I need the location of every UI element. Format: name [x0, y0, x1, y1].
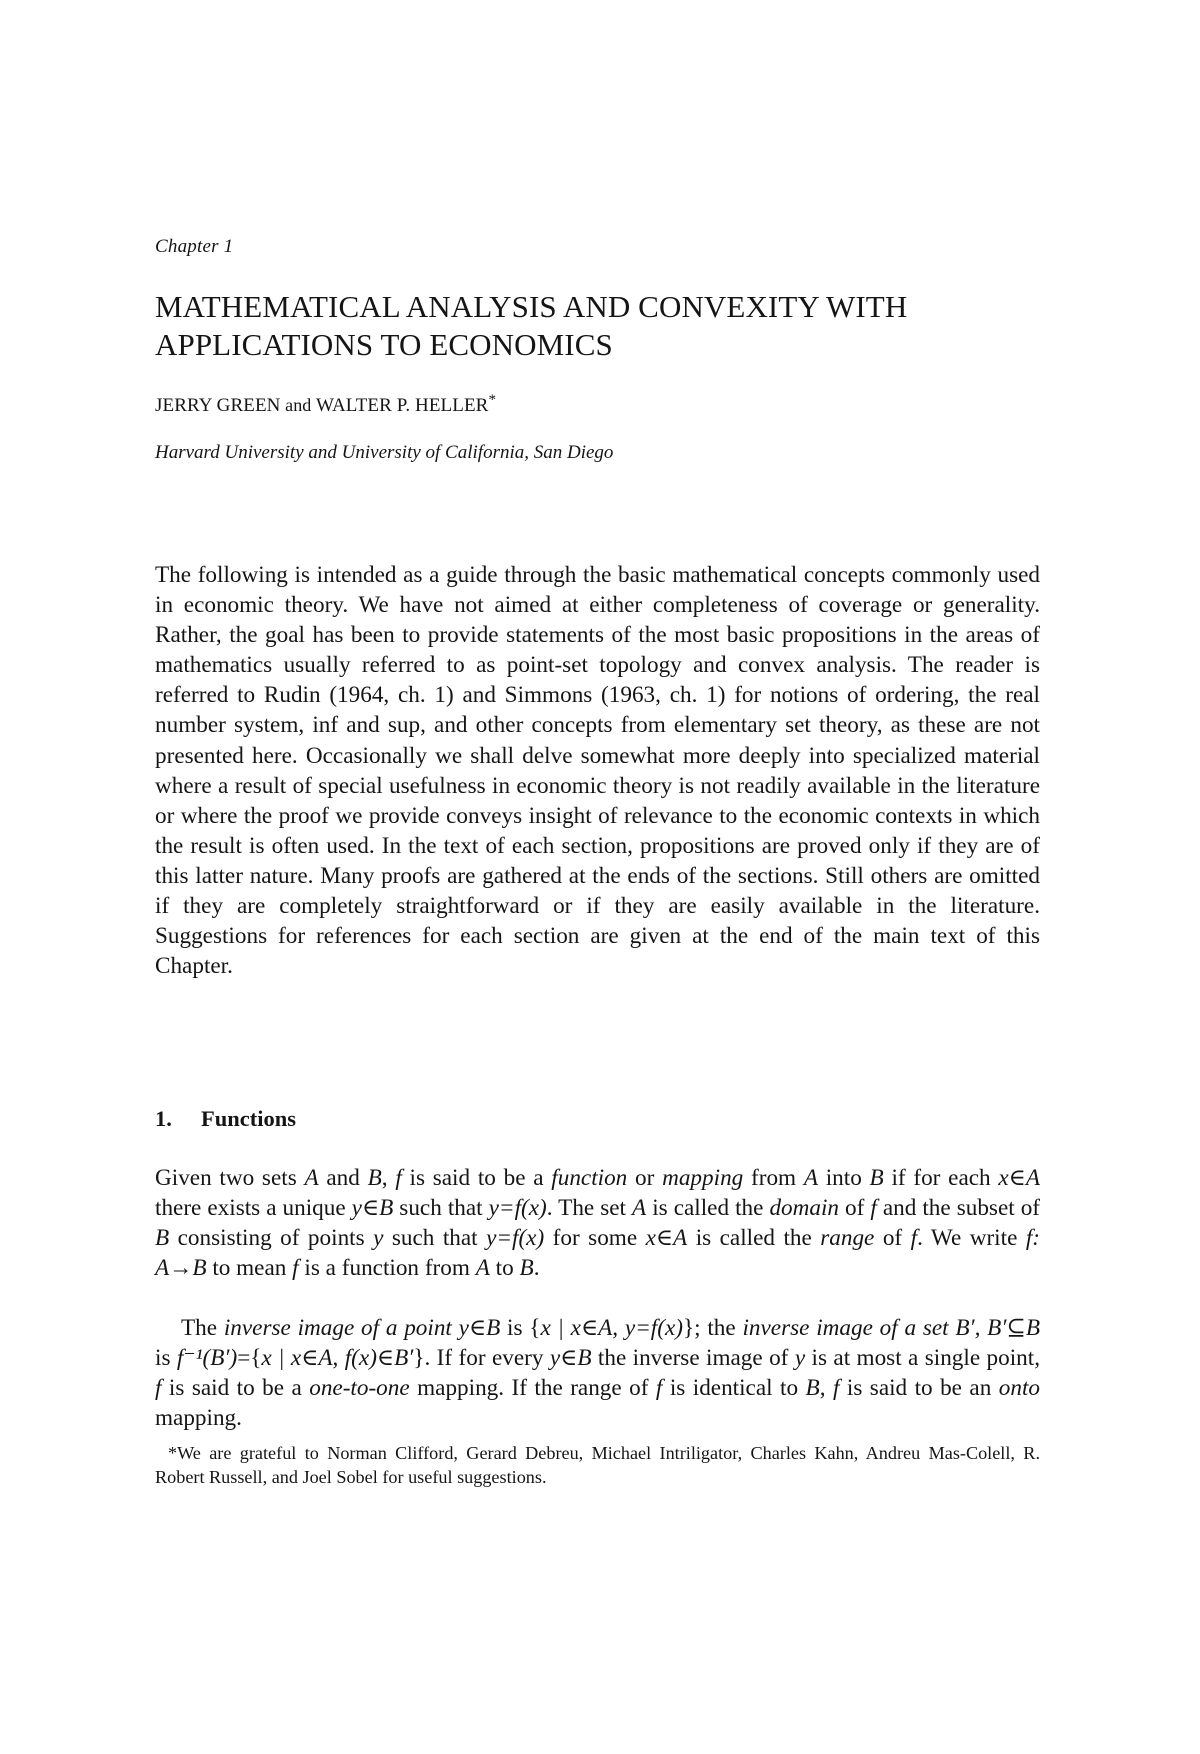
text-run: x | x∈A, y=f(x) [540, 1315, 683, 1341]
text-run: f [395, 1165, 402, 1191]
text-run: f [832, 1375, 840, 1402]
functions-paragraph-1 [155, 1163, 1040, 1283]
text-run: x | x∈A, f(x)∈B′ [261, 1345, 414, 1372]
text-run: A [632, 1195, 647, 1222]
text-run: }; the [682, 1315, 743, 1341]
text-run: x∈A [998, 1165, 1040, 1191]
section-number: 1. [155, 1106, 172, 1131]
text-run: y [794, 1345, 806, 1372]
term-range: range [820, 1225, 875, 1252]
text-run: is [155, 1345, 177, 1372]
section-heading [155, 1106, 1040, 1132]
text-run: . [533, 1255, 540, 1282]
text-run: y∈B [351, 1195, 394, 1222]
term-inverse-image-point: inverse image of a point [223, 1315, 452, 1341]
chapter-label: Chapter 1 [155, 236, 234, 257]
text-run: to [489, 1255, 520, 1282]
text-run: y=f(x) [488, 1195, 547, 1222]
text-run: is said to be a [161, 1375, 310, 1402]
text-run: such that [393, 1195, 489, 1222]
text-run: mapping. [155, 1405, 242, 1432]
functions-paragraph-2 [155, 1313, 1040, 1433]
text-run: and the subset of [876, 1195, 1041, 1222]
chapter-title [155, 288, 1040, 364]
text-run: f [870, 1195, 877, 1222]
text-run: y=f(x) [486, 1225, 545, 1252]
text-run: B′, B′⊆B [955, 1315, 1040, 1341]
text-run: is { [500, 1315, 541, 1341]
text-run: B [869, 1165, 884, 1191]
text-run: for some [544, 1225, 646, 1252]
title-line-2: APPLICATIONS TO ECONOMICS [155, 327, 613, 362]
text-run: the inverse image of [591, 1345, 795, 1372]
text-run: f: A→B [155, 1225, 1040, 1282]
text-run: into [817, 1165, 870, 1191]
term-onto: onto [998, 1375, 1041, 1402]
text-run: }. If for every [413, 1345, 550, 1372]
text-run: is a function from [298, 1255, 476, 1282]
text-run: y∈B [458, 1315, 501, 1341]
text-run: is said to be a [401, 1165, 552, 1191]
text-run: B [155, 1225, 170, 1252]
text-run: , [381, 1165, 396, 1191]
text-run: is called the [687, 1225, 821, 1252]
text-run: f [155, 1375, 162, 1402]
text-run: and [318, 1165, 368, 1191]
text-run: there exists a unique [155, 1195, 352, 1222]
text-run: is called the [646, 1195, 770, 1222]
text-run: of [874, 1225, 911, 1252]
author-green: JERRY GREEN [155, 395, 281, 416]
text-run: . We write [917, 1225, 1026, 1252]
text-run: mapping. If the range of [409, 1375, 656, 1402]
text-run: of [839, 1195, 871, 1222]
footnote: *We are grateful to Norman Clifford, Gerard Debreu, Michael Intriligator, Charles Kahn, Andreu Mas-Colell, R. Robert Russell, and Joel Sobel for useful suggestions. [155, 1443, 1040, 1487]
text-run: f [910, 1225, 918, 1252]
text-run: is at most a single point, [805, 1345, 1041, 1372]
text-run: such that [383, 1225, 487, 1252]
intro-paragraph: The following is intended as a guide through the basic mathematical concepts commonly used in economic theory. We have not aimed at either completeness of coverage or generality. Rather, the goal has been to provide statements of the most basic propositions in the areas of mathematics usually referred to as point-set topology and convex analysis. The reader is referred to Rudin (1964, ch. 1) and Simmons (1963, ch. 1) for notions of ordering, the real number system, inf and sup, and other concepts from elementary set theory, as these are not presented here. Occasionally we shall delve somewhat more deeply into specialized material where a result of special usefulness in economic theory is not readily available in the literature or where the proof we provide conveys insight of relevance to the economic contexts in which the result is often used. In the text of each section, propositions are proved only if they are of this latter nature. Many proofs are gathered at the ends of the sections. Still others are omitted if they are completely straightforward or if they are easily available in the literature. Suggestions for references for each section are given at the end of the main text of this Chapter. [155, 562, 1040, 980]
term-one-to-one: one-to-one [309, 1375, 410, 1402]
text-run: f [655, 1375, 663, 1402]
term-inverse-image-set: inverse image of a set [742, 1315, 949, 1341]
term-function: function [551, 1165, 628, 1191]
text-run: is identical to [662, 1375, 806, 1402]
text-run: , [819, 1375, 833, 1402]
author-heller: WALTER P. HELLER [316, 395, 489, 416]
text-run: is said to be an [839, 1375, 999, 1402]
text-run: x∈A [645, 1225, 688, 1252]
text-run: The [181, 1315, 224, 1341]
term-domain: domain [769, 1195, 839, 1222]
text-run: A [304, 1165, 319, 1191]
text-run: A [803, 1165, 818, 1191]
text-run: y [373, 1225, 384, 1252]
text-run: f [292, 1255, 299, 1282]
text-run: . The set [546, 1195, 633, 1222]
text-run: f⁻¹(B′) [176, 1345, 238, 1372]
footnote-marker: * [488, 392, 497, 408]
text-run: B [367, 1165, 382, 1191]
text-run: A [475, 1255, 490, 1282]
affiliation: Harvard University and University of California, San Diego [155, 442, 614, 463]
text-run: B [805, 1375, 820, 1402]
author-line [155, 392, 1040, 417]
term-mapping: mapping [662, 1165, 744, 1191]
author-connector: and [285, 395, 312, 415]
text-run: if for each [883, 1165, 999, 1191]
text-run: or [627, 1165, 663, 1191]
text-run: y∈B [549, 1345, 592, 1372]
text-run: from [743, 1165, 804, 1191]
text-run [452, 1315, 459, 1341]
text-run: to mean [206, 1255, 293, 1282]
text-run: consisting of points [169, 1225, 374, 1252]
title-line-1: MATHEMATICAL ANALYSIS AND CONVEXITY WITH [155, 289, 908, 324]
section-title: Functions [201, 1106, 297, 1131]
text-run: ={ [237, 1345, 262, 1372]
text-run: B [519, 1255, 534, 1282]
text-run: Given two sets [155, 1165, 305, 1191]
